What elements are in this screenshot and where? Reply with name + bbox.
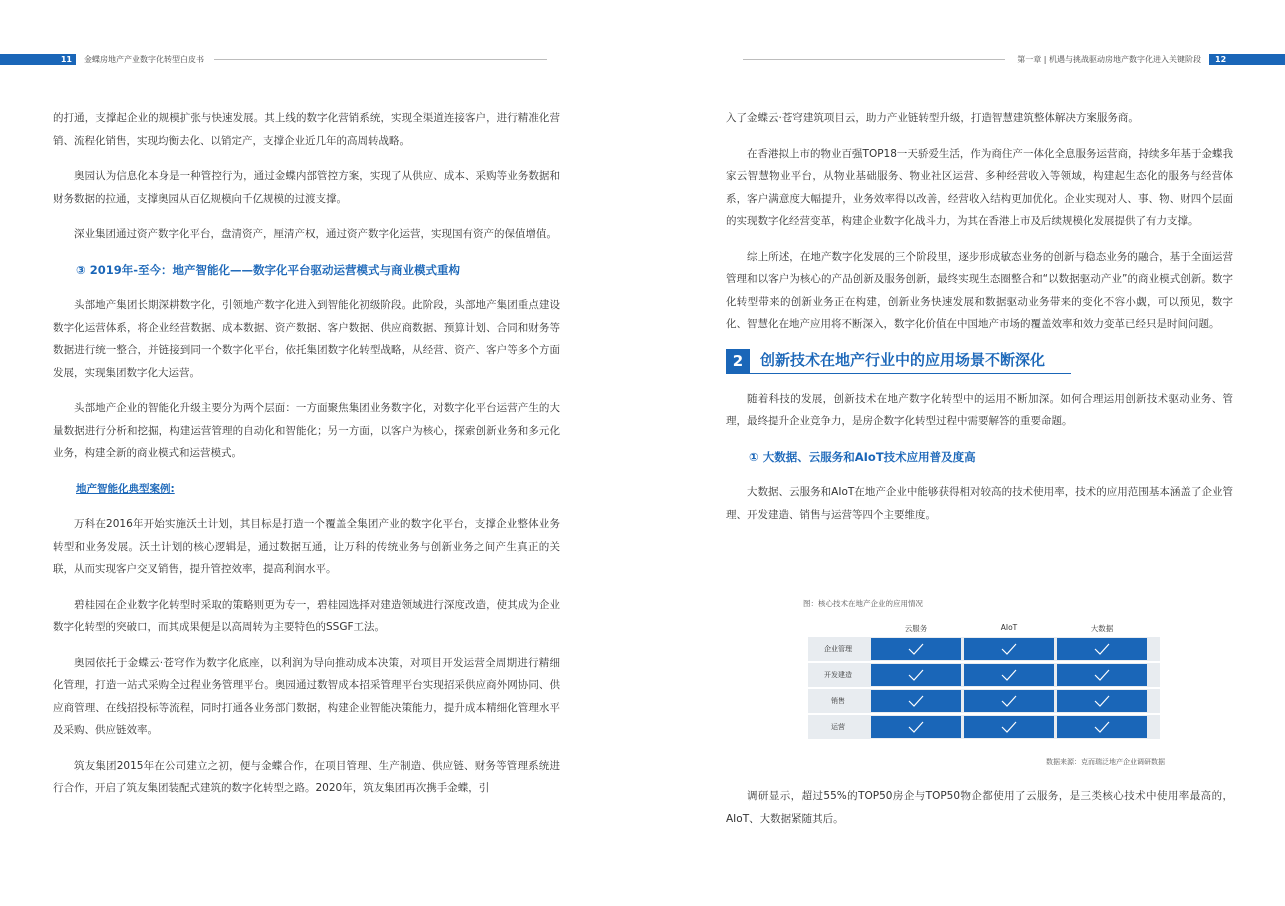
- right-body: [726, 107, 1233, 539]
- checkmark-icon: [908, 721, 924, 733]
- checkmark-icon: [1001, 695, 1017, 707]
- checkmark-icon: [908, 695, 924, 707]
- column-header: 大数据: [1090, 624, 1114, 633]
- matrix-cell: [964, 664, 1054, 686]
- matrix-row: [808, 689, 1160, 713]
- paragraph: 奥园认为信息化本身是一种管控行为，通过金蝶内部管控方案，实现了从供应、成本、采购等业务数据和财务数据的拉通，支撑奥园从百亿规模向千亿规模的过渡支撑。: [53, 170, 560, 205]
- row-label: 开发建造: [824, 671, 852, 679]
- paragraph: 奥园依托于金蝶云·苍穹作为数字化底座，以利润为导向推动成本决策，对项目开发运营全周期进行精细化管理，打造一站式采购全过程业务管理平台。奥园通过数智成本招采管理平台实现招采供应商外网协同、供应商管理、在线招投标等流程，同时打通各业务部门数据，构建企业智能决策能力，提升成本精细化管理水平及采购、供应链效率。: [53, 656, 560, 736]
- technology-matrix-figure: [803, 598, 1165, 766]
- subsection-heading: ③ 2019年-至今：地产智能化——数字化平台驱动运营模式与商业模式重构: [76, 262, 461, 277]
- left-page-header: [0, 53, 547, 65]
- column-header: AIoT: [1000, 623, 1018, 632]
- checkmark-icon: [1001, 721, 1017, 733]
- right-page: [643, 0, 1285, 906]
- page-number: 12: [1209, 54, 1285, 65]
- matrix-cell: [964, 690, 1054, 712]
- matrix-cell: [871, 664, 961, 686]
- matrix-row: [808, 715, 1160, 739]
- matrix-row: [808, 637, 1160, 661]
- figure-caption: 图：核心技术在地产企业的应用情况: [803, 599, 923, 608]
- matrix-cell: [871, 638, 961, 660]
- row-label: 销售: [831, 697, 845, 705]
- checkmark-icon: [1094, 669, 1110, 681]
- row-label: 企业管理: [824, 645, 852, 653]
- paragraph: 随着科技的发展，创新技术在地产数字化转型中的运用不断加深。如何合理运用创新技术驱动业务、管理，最终提升企业竞争力，是房企数字化转型过程中需要解答的重要命题。: [726, 392, 1233, 427]
- paragraph: 深业集团通过资产数字化平台，盘清资产，厘清产权，通过资产数字化运营，实现国有资产的保值增值。: [74, 228, 557, 240]
- subsection-heading: ① 大数据、云服务和AIoT技术应用普及度高: [749, 449, 976, 464]
- matrix-cell: [1057, 664, 1147, 686]
- left-body: [53, 107, 560, 813]
- checkmark-icon: [908, 643, 924, 655]
- checkmark-icon: [1094, 695, 1110, 707]
- case-heading: 地产智能化典型案例:: [76, 482, 175, 495]
- matrix-cell: [964, 638, 1054, 660]
- checkmark-icon: [1001, 669, 1017, 681]
- matrix-cell: [871, 716, 961, 738]
- paragraph: 大数据、云服务和AIoT在地产企业中能够获得相对较高的技术使用率，技术的应用范围基本涵盖了企业管理、开发建造、销售与运营等四个主要维度。: [726, 486, 1233, 521]
- header-rule: [743, 59, 1005, 60]
- matrix-cell: [1057, 638, 1147, 660]
- checkmark-icon: [1001, 643, 1017, 655]
- paragraph: 的打通，支撑起企业的规模扩张与快速发展。其上线的数字化营销系统，实现全渠道连接客户，进行精准化营销、流程化销售，实现均衡去化、以销定产，支撑企业近几年的高周转战略。: [53, 112, 560, 147]
- row-label: 运营: [831, 723, 845, 731]
- header-rule: [214, 59, 547, 60]
- paragraph: 筑友集团2015年在公司建立之初，便与金蝶合作，在项目管理、生产制造、供应链、财务等管理系统进行合作，开启了筑友集团装配式建筑的数字化转型之路。2020年，筑友集团再次携手金蝶，引: [53, 759, 560, 794]
- section-number: 2: [726, 349, 750, 373]
- matrix-cell: [871, 690, 961, 712]
- header-title: 第一章 | 机遇与挑战驱动房地产数字化进入关键阶段: [1017, 54, 1201, 64]
- paragraph: 碧桂园在企业数字化转型时采取的策略则更为专一，碧桂园选择对建造领域进行深度改造，使其成为企业数字化转型的突破口，而其成果便是以高周转为主要特色的SSGF工法。: [53, 598, 560, 633]
- page-number: 11: [0, 54, 76, 65]
- section-title: 创新技术在地产行业中的应用场景不断深化: [760, 351, 1046, 370]
- paragraph: 头部地产企业的智能化升级主要分为两个层面：一方面聚焦集团业务数字化，对数字化平台运营产生的大量数据进行分析和挖掘，构建运营管理的自动化和智能化；另一方面，以客户为核心，探索创新业务和多元化业务，构建全新的商业模式和运营模式。: [53, 402, 560, 459]
- checkmark-icon: [1094, 643, 1110, 655]
- matrix-cell: [1057, 716, 1147, 738]
- paragraph: 在香港拟上市的物业百强TOP18一天骄爱生活，作为商住产一体化全息服务运营商，持续多年基于金蝶我家云智慧物业平台，从物业基础服务、物业社区运营、多种经营收入等领域，构建起生态化的服务与经营体系，客户满意度大幅提升，业务效率得以改善，经营收入结构更加优化。企业实现对人、事、物、财四个层面的实现数字化经营变革，构建企业数字化战斗力，为其在香港上市及后续规模化发展提供了有力支撑。: [726, 147, 1233, 227]
- checkmark-icon: [908, 669, 924, 681]
- paragraph: 入了金蝶云·苍穹建筑项目云，助力产业链转型升级，打造智慧建筑整体解决方案服务商。: [726, 112, 1139, 124]
- section-heading: [726, 349, 1071, 374]
- column-header: 云服务: [904, 624, 928, 633]
- header-title: 金蝶房地产产业数字化转型白皮书: [84, 54, 204, 64]
- paragraph: 万科在2016年开始实施沃土计划，其目标是打造一个覆盖全集团产业的数字化平台，支撑企业整体业务转型和业务发展。沃土计划的核心逻辑是，通过数据互通，让万科的传统业务与创新业务之间产生真正的关联，从而实现客户交叉销售，提升管控效率，提高利润水平。: [53, 518, 560, 575]
- matrix-cell: [1057, 690, 1147, 712]
- paragraph: 头部地产集团长期深耕数字化，引领地产数字化进入到智能化初级阶段。此阶段，头部地产集团重点建设数字化运营体系，将企业经营数据、成本数据、资产数据、客户数据、供应商数据、预算计划、合同和财务等数据进行统一整合，并链接到同一个数字化平台，依托集团数字化转型战略，从经营、资产、客户等多个方面发展，实现集团数字化大运营。: [53, 299, 560, 379]
- checkmark-icon: [1094, 721, 1110, 733]
- figure-source: 数据来源：克而瑞泛地产企业调研数据: [1046, 758, 1165, 766]
- matrix-cell: [964, 716, 1054, 738]
- right-page-header: [743, 53, 1285, 65]
- matrix-row: [808, 663, 1160, 687]
- right-body-after-figure: [726, 785, 1233, 843]
- left-page: [0, 0, 642, 906]
- paragraph: 综上所述，在地产数字化发展的三个阶段里，逐步形成敏态业务的创新与稳态业务的融合，基于全面运营管理和以客户为核心的产品创新及服务创新，最终实现生态圈整合和“以数据驱动产业”的商业模式创新。数字化转型带来的创新业务正在构建，创新业务快速发展和数据驱动业务带来的变化不容小觑，可以预见，数字化、智慧化在地产应用将不断深入，数字化价值在中国地产市场的覆盖效率和效力变革已经只是时间问题。: [726, 250, 1233, 330]
- paragraph: 调研显示，超过55%的TOP50房企与TOP50物企都使用了云服务，是三类核心技术中使用率最高的，AIoT、大数据紧随其后。: [726, 790, 1233, 825]
